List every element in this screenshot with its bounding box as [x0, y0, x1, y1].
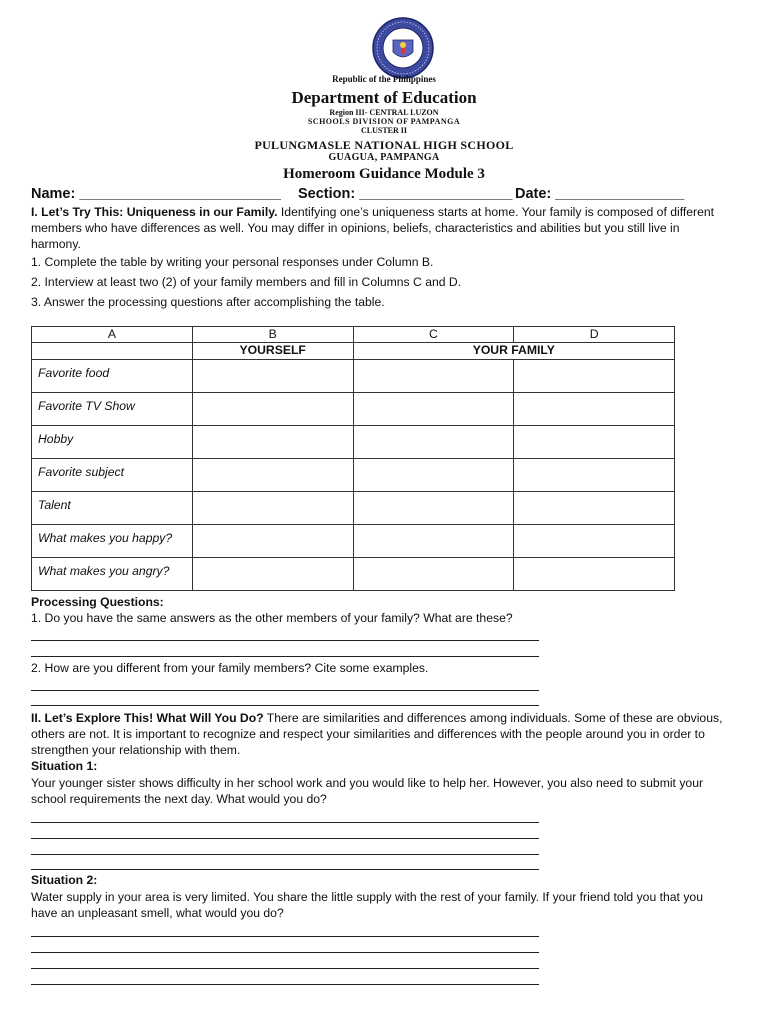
answer-cell-family-c[interactable] [353, 492, 514, 525]
part2-paragraph [31, 710, 731, 758]
subheader-yourself: YOURSELF [192, 343, 353, 360]
situation-1-title: Situation 1: [31, 759, 98, 773]
processing-title: Processing Questions: [31, 595, 164, 609]
answer-line[interactable] [31, 984, 539, 985]
answer-cell-family-c[interactable] [353, 360, 514, 393]
table-row [32, 426, 675, 459]
instruction-step-3: 3. Answer the processing questions after accomplishing the table. [31, 295, 385, 309]
answer-cell-yourself[interactable] [192, 492, 353, 525]
processing-question-1: 1. Do you have the same answers as the other members of your family? What are these? [31, 611, 513, 625]
division-label: SCHOOLS DIVISION OF PAMPANGA [307, 117, 461, 126]
answer-cell-family-c[interactable] [353, 393, 514, 426]
answer-line[interactable] [31, 968, 539, 969]
processing-question-2: 2. How are you different from your family members? Cite some examples. [31, 661, 429, 675]
table-row [32, 558, 675, 591]
department-title: Department of Education [291, 88, 477, 107]
answer-line[interactable] [31, 854, 539, 855]
row-label: Hobby [32, 426, 193, 459]
answer-line[interactable] [31, 869, 539, 870]
answer-cell-yourself[interactable] [192, 393, 353, 426]
answer-line[interactable] [31, 690, 539, 691]
column-header-a: A [32, 327, 193, 343]
part2-intro: There are similarities and differences among individuals. Some of these are obvious, others are not. It is important to recognize and respect your similarities and differences with the people around you in order to strengthen your relationship with them. [31, 711, 723, 757]
answer-cell-family-c[interactable] [353, 426, 514, 459]
row-label: What makes you angry? [32, 558, 193, 591]
school-name: PULUNGMASLE NATIONAL HIGH SCHOOL [254, 138, 514, 152]
table-row [32, 360, 675, 393]
answer-line[interactable] [31, 705, 539, 706]
cluster-label: CLUSTER II [360, 126, 407, 135]
answer-cell-family-d[interactable] [514, 360, 675, 393]
answer-cell-family-d[interactable] [514, 426, 675, 459]
answer-cell-family-c[interactable] [353, 525, 514, 558]
row-label: Favorite subject [32, 459, 193, 492]
answer-cell-yourself[interactable] [192, 459, 353, 492]
row-label: Favorite food [32, 360, 193, 393]
answer-line[interactable] [31, 952, 539, 953]
answer-cell-yourself[interactable] [192, 525, 353, 558]
school-location: GUAGUA, PAMPANGA [328, 152, 440, 163]
answer-cell-family-d[interactable] [514, 459, 675, 492]
situation-2-text: Water supply in your area is very limited. You share the little supply with the rest of your family. If your friend told you that you have an unpleasant smell, what would you do? [31, 890, 703, 920]
deped-seal-logo [371, 16, 435, 80]
table-row [32, 525, 675, 558]
column-header-d: D [514, 327, 675, 343]
column-header-c: C [353, 327, 514, 343]
answer-cell-family-d[interactable] [514, 558, 675, 591]
column-header-b: B [192, 327, 353, 343]
answer-cell-family-d[interactable] [514, 525, 675, 558]
answer-line[interactable] [31, 656, 539, 657]
part1-intro: Identifying one’s uniqueness starts at home. Your family is composed of different members who have differences as well. You may differ in opinions, beliefs, characteristics and abilities but you still live in harmony. [31, 205, 715, 251]
answer-cell-family-d[interactable] [514, 492, 675, 525]
instruction-step-2: 2. Interview at least two (2) of your family members and fill in Columns C and D. [31, 275, 462, 289]
answer-cell-family-c[interactable] [353, 558, 514, 591]
answer-cell-yourself[interactable] [192, 558, 353, 591]
table-row [32, 492, 675, 525]
subheader-your-family: YOUR FAMILY [353, 343, 674, 360]
republic-label: Republic of the Philippines [332, 74, 436, 84]
instruction-step-1: 1. Complete the table by writing your personal responses under Column B. [31, 255, 434, 269]
answer-cell-family-c[interactable] [353, 459, 514, 492]
section-field[interactable]: Section: ___________________ [298, 186, 513, 202]
table-header-row [32, 327, 675, 343]
row-label: What makes you happy? [32, 525, 193, 558]
table-row [32, 393, 675, 426]
row-label: Talent [32, 492, 193, 525]
answer-line[interactable] [31, 822, 539, 823]
date-field[interactable]: Date: ________________ [515, 186, 685, 202]
answer-cell-family-d[interactable] [514, 393, 675, 426]
answer-line[interactable] [31, 838, 539, 839]
situation-2-title: Situation 2: [31, 873, 98, 887]
answer-line[interactable] [31, 640, 539, 641]
region-label: Region III- CENTRAL LUZON [329, 108, 439, 117]
row-label: Favorite TV Show [32, 393, 193, 426]
family-uniqueness-table [31, 326, 675, 591]
part1-paragraph [31, 204, 731, 252]
name-field[interactable]: Name: _________________________ [31, 186, 281, 202]
part1-title: I. Let’s Try This: Uniqueness in our Family. [31, 205, 278, 219]
table-subheader-row [32, 343, 675, 360]
situation-1-text: Your younger sister shows difficulty in her school work and you would like to help her. However, you also need to submit your school requirements the next day. What would you do? [31, 776, 704, 806]
answer-cell-yourself[interactable] [192, 426, 353, 459]
module-title: Homeroom Guidance Module 3 [283, 166, 485, 182]
table-row [32, 459, 675, 492]
answer-line[interactable] [31, 936, 539, 937]
part2-title: II. Let’s Explore This! What Will You Do? [31, 711, 264, 725]
answer-cell-yourself[interactable] [192, 360, 353, 393]
subheader-blank [32, 343, 193, 360]
